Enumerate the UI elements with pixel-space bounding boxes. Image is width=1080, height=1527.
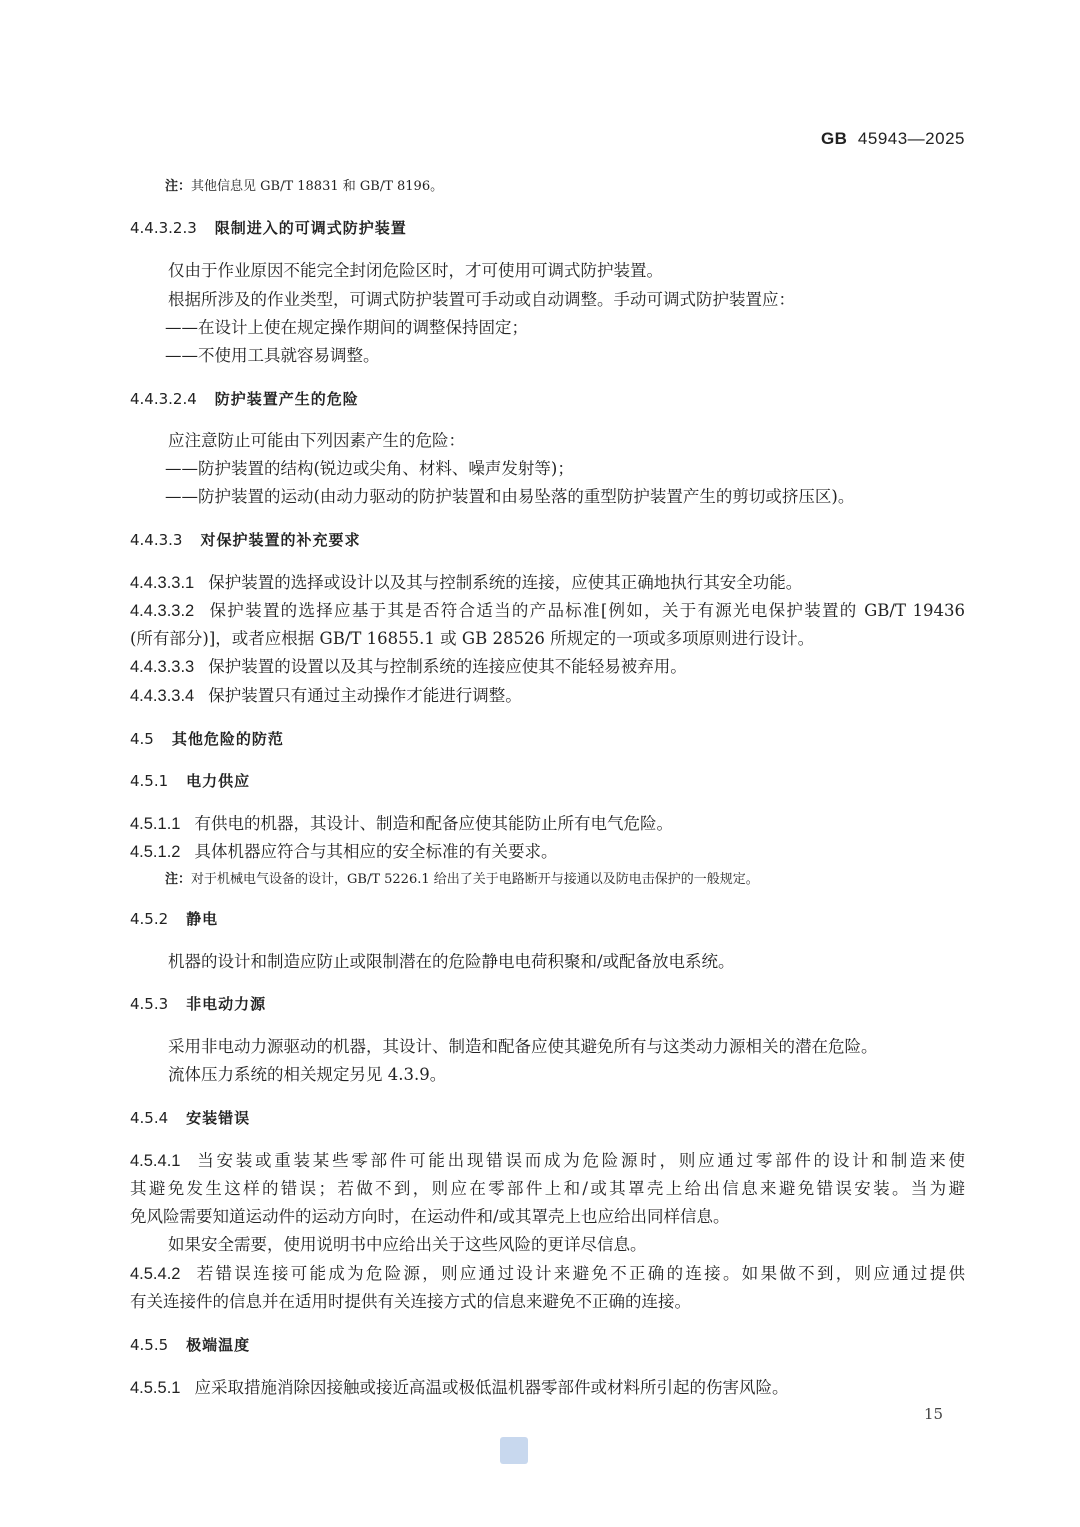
text: 当安装或重装某些零部件可能出现错误而成为危险源时，则应通过零部件的设计和制造来使 [194,1151,965,1170]
text: 保护装置的选择或设计以及其与控制系统的连接，应使其正确地执行其安全功能。 [208,573,803,592]
clause-continuation: (所有部分)]，或者应根据 GB/T 16855.1 或 GB 28526 所规定的一项或多项原则进行设计。 [130,629,815,648]
text: 保护装置的选择应基于其是否符合适当的产品标准[例如，关于有源光电保护装置的 GB/T 19436 [208,601,965,620]
text: 4.5.5.1 [130,1379,181,1397]
text: 4.4.3.3 [130,531,183,549]
clause [130,1151,965,1171]
clause [130,1378,788,1398]
text: 4.5.1.2 [130,843,181,861]
text: 4.5.3 [130,995,169,1013]
note-text: 其他信息见 GB/T 18831 和 GB/T 8196。 [191,179,444,194]
text: 4.4.3.2.3 [130,219,197,237]
text: 防护装置产生的危险 [214,390,359,408]
clause [130,657,687,677]
paragraph: 如果安全需要，使用说明书中应给出关于这些风险的更详尽信息。 [168,1235,647,1254]
section-heading [130,909,218,929]
clause [130,601,965,621]
clause [130,842,557,862]
std-code: GB [820,129,848,148]
page-number: 15 [924,1405,944,1423]
text: 电力供应 [186,772,251,790]
section-heading [130,729,284,749]
text: 4.4.3.3.4 [130,687,195,705]
section-heading [130,1335,250,1355]
paragraph: 仅由于作业原因不能完全封闭危险区时，才可使用可调式防护装置。 [168,261,663,280]
list-item: ——防护装置的结构(锐边或尖角、材料、噪声发射等)； [165,459,574,478]
list-item: ——在设计上使在规定操作期间的调整保持固定； [165,318,528,337]
text: 安装错误 [186,1109,251,1127]
section-heading [130,389,359,409]
paragraph: 流体压力系统的相关规定另见 4.3.9。 [168,1065,447,1084]
text: 4.4.3.3.3 [130,658,195,676]
clause [130,1264,965,1284]
text: 具体机器应符合与其相应的安全标准的有关要求。 [194,842,558,861]
section-heading [130,994,266,1014]
text: 4.5.1.1 [130,815,181,833]
text: 注： [165,872,192,887]
paragraph: 采用非电动力源驱动的机器，其设计、制造和配备应使其避免所有与这类动力源相关的潜在危险。 [168,1037,878,1056]
list-item: ——防护装置的运动(由动力驱动的防护装置和由易坠落的重型防护装置产生的剪切或挤压区)。 [165,487,855,506]
paragraph: 机器的设计和制造应防止或限制潜在的危险静电电荷积聚和/或配备放电系统。 [168,952,735,971]
text: 对保护装置的补充要求 [200,531,361,549]
sac-logo-icon [500,1437,528,1464]
text: 4.5 [130,730,154,748]
clause [130,686,522,706]
section-heading [130,530,361,550]
text: 若错误连接可能成为危险源，则应通过设计来避免不正确的连接。如果做不到，则应通过提供 [194,1264,965,1283]
section-heading [130,218,407,238]
section-heading [130,771,250,791]
std-number: 45943—2025 [857,129,965,148]
text: 保护装置只有通过主动操作才能进行调整。 [208,686,522,705]
text: 4.5.1 [130,772,169,790]
text: 保护装置的设置以及其与控制系统的连接应使其不能轻易被弃用。 [208,657,687,676]
clause-continuation: 免风险需要知道运动件的运动方向时，在运动件和/或其罩壳上也应给出同样信息。 [130,1207,730,1226]
clause-continuation: 有关连接件的信息并在适用时提供有关连接方式的信息来避免不正确的连接。 [130,1292,691,1311]
text: 4.5.4.1 [130,1152,181,1170]
text: 极端温度 [186,1336,251,1354]
standard-code [821,129,965,149]
text: 限制进入的可调式防护装置 [214,219,407,237]
text: 4.5.5 [130,1336,169,1354]
text: 静电 [186,910,219,928]
text: 有供电的机器，其设计、制造和配备应使其能防止所有电气危险。 [194,814,673,833]
note [165,870,759,890]
note-label: 注： [165,179,192,194]
clause-continuation: 其避免发生这样的错误；若做不到，则应在零部件上和/或其罩壳上给出信息来避免错误安装。当为避 [130,1179,965,1198]
text: 应采取措施消除因接触或接近高温或极低温机器零部件或材料所引起的伤害风险。 [194,1378,789,1397]
clause [130,814,673,834]
list-item: ——不使用工具就容易调整。 [165,346,380,365]
text: 4.5.2 [130,910,169,928]
text: 4.5.4.2 [130,1265,181,1283]
text: 其他危险的防范 [171,730,284,748]
text: 4.5.4 [130,1109,169,1127]
text: 4.4.3.3.1 [130,574,195,592]
text: 非电动力源 [186,995,267,1013]
paragraph: 根据所涉及的作业类型，可调式防护装置可手动或自动调整。手动可调式防护装置应： [168,290,795,309]
paragraph: 应注意防止可能由下列因素产生的危险： [168,431,465,450]
clause [130,573,802,593]
text: 4.4.3.2.4 [130,390,197,408]
text: 4.4.3.3.2 [130,602,195,620]
section-heading [130,1108,250,1128]
text: 对于机械电气设备的设计，GB/T 5226.1 给出了关于电路断开与接通以及防电击保护的一般规定。 [191,872,759,887]
note [165,177,443,197]
